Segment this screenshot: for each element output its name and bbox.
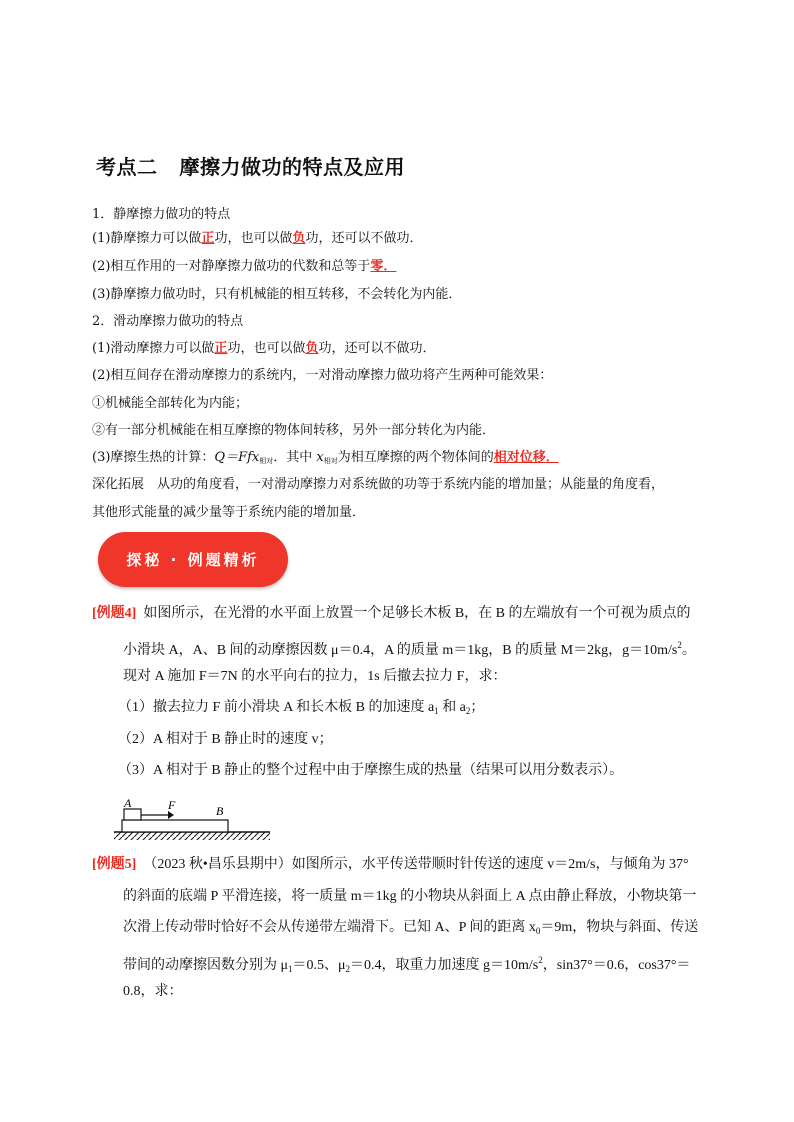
- ex5-line1: [例题5] （2023 秋•昌乐县期中）如图所示，水平传送带顺时针传送的速度 v＝2m/s，与倾角为 37°: [92, 857, 689, 872]
- label-b: B: [216, 804, 224, 818]
- title-text: 摩擦力做功的特点及应用: [179, 155, 405, 179]
- ex4-line1: [例题4] 如图所示，在光滑的水平面上放置一个足够长木板 B，在 B 的左端放有一个可视为质点的: [92, 606, 691, 621]
- ex5-tag: [例题5]: [92, 857, 137, 872]
- answer-relative-displacement: 相对位移．: [493, 450, 559, 465]
- board-b: [122, 820, 228, 832]
- answer-zheng-2: 正: [214, 341, 228, 356]
- s2-line3: ①机械能全部转化为内能；: [92, 396, 249, 411]
- example-banner: 探秘 · 例题精析: [98, 532, 288, 587]
- deep-line1: 深化拓展 从功的角度看，一对滑动摩擦力对系统做的功等于系统内能的增加量；从能量的角度看，: [92, 477, 665, 492]
- ex5-line5: 0.8，求：: [123, 984, 183, 999]
- s1-line3: (3)静摩擦力做功时，只有机械能的相互转移，不会转化为内能．: [92, 287, 462, 302]
- block-a: [124, 809, 141, 820]
- s1-line2: (2)相互作用的一对静摩擦力做功的代数和总等于零．: [92, 259, 397, 274]
- ex5-line2: 的斜面的底端 P 平滑连接，将一质量 m＝1kg 的小物块从斜面上 A 点由静止释放，小物块第一: [123, 889, 697, 904]
- label-a: A: [124, 796, 132, 810]
- label-f: F: [168, 798, 176, 812]
- ex4-line3: 现对 A 施加 F＝7N 的水平向右的拉力，1s 后撤去拉力 F，求：: [123, 669, 507, 684]
- ex4-question3: （3）A 相对于 B 静止的整个过程中由于摩擦生成的热量（结果可以用分数表示）。: [118, 763, 624, 778]
- ground-hatch: [114, 832, 270, 840]
- s2-heading: 2．滑动摩擦力做功的特点: [92, 314, 244, 329]
- answer-ling: 零．: [370, 259, 397, 274]
- ex5-line3: 次滑上传动带时恰好不会从传递带左端滑下。已知 A、P 间的距离 $x_0=9m$，物块与斜面、传送: [123, 920, 699, 936]
- heat-formula: Q＝Ffx: [214, 450, 260, 465]
- ex4-question2: （2）A 相对于 B 静止时的速度 v；: [118, 732, 333, 747]
- s2-line4: ②有一部分机械能在相互摩擦的物体间转移，另外一部分转化为内能．: [92, 423, 496, 438]
- s1-heading: 1．静摩擦力做功的特点: [92, 207, 231, 222]
- answer-fu: 负: [292, 231, 306, 246]
- answer-zheng: 正: [201, 231, 215, 246]
- ex4-tag: [例题4]: [92, 606, 137, 621]
- s2-line2: (2)相互间存在滑动摩擦力的系统内，一对滑动摩擦力做功将产生两种可能效果：: [92, 368, 553, 383]
- section-title: [96, 151, 405, 180]
- deep-line2: 其他形式能量的减少量等于系统内能的增加量．: [92, 505, 366, 520]
- answer-fu-2: 负: [305, 341, 319, 356]
- s2-line5: (3)摩擦生热的计算：Q＝Ffx$_{相对}$．其中 $x_{相对}$为相互摩擦的两个物体间的相对位移．: [92, 450, 559, 465]
- force-arrowhead: [168, 811, 174, 819]
- s1-line1: (1)静摩擦力可以做正功，也可以做负功，还可以不做功．: [92, 231, 423, 246]
- title-label: 考点二: [96, 155, 158, 179]
- ex4-line2: 小滑块 A，A、B 间的动摩擦因数 μ＝0.4，A 的质量 m＝1kg，B 的质量 M＝2kg，$g=10m/s^2$。: [123, 640, 696, 658]
- ex4-question1: （1）撤去拉力 F 前小滑块 A 和长木板 B 的加速度 $a_1$ 和 $a_2$；: [118, 700, 485, 716]
- ex5-line4: 带间的动摩擦因数分别为 $\mu_1=0.5$、$\mu_2=0.4$，取重力加速度 $g=10m/s^2$，sin37°＝0.6，cos37°＝: [123, 955, 691, 974]
- s2-line1: (1)滑动摩擦力可以做正功，也可以做负功，还可以不做功．: [92, 341, 436, 356]
- ex4-figure: [110, 795, 275, 845]
